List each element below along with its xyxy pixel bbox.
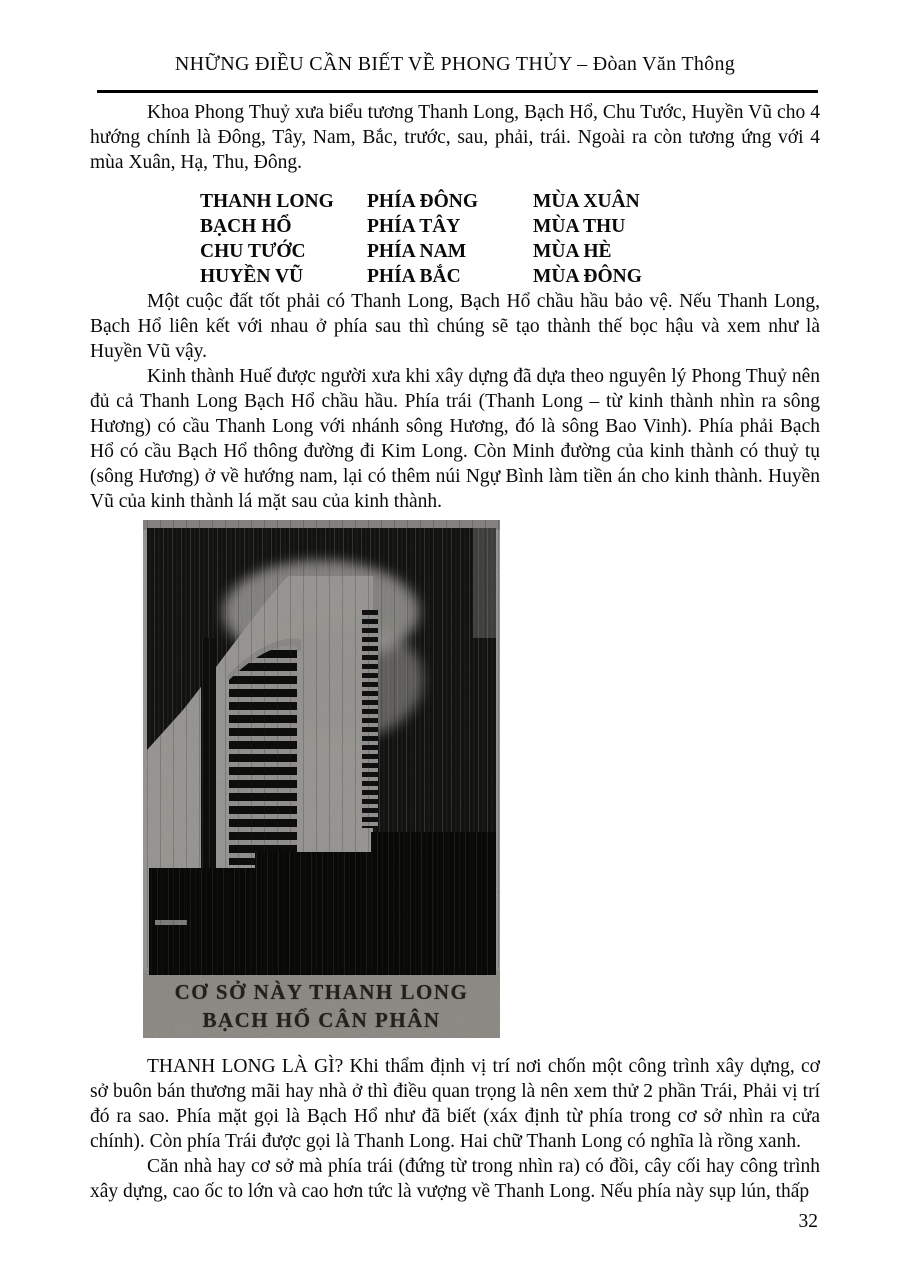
table-row [200,214,820,239]
table-cell-season: MÙA XUÂN [533,191,640,212]
table-cell-season: MÙA THU [533,216,626,237]
paragraph-thanh-long-definition: THANH LONG LÀ GÌ? Khi thẩm định vị trí nơi chốn một công trình xây dựng, cơ sở buôn bán thương mãi hay nhà ở thì điều quan trọng là nên xem thử 2 phần Trái, Phải vị trí đó ra sao. Phía mặt gọi là Bạch Hổ như đã biết (xáx định từ phía trong cơ sở nhìn ra cửa chính). Còn phía Trái được gọi là Thanh Long. Hai chữ Thanh Long có nghĩa là rồng xanh. [90,1056,820,1152]
table-cell-season: MÙA HÈ [533,241,612,262]
table-row [200,189,820,214]
header-divider-rule [97,90,818,93]
table-cell-symbol: BẠCH HỔ [200,216,292,237]
table-cell-direction: PHÍA ĐÔNG [367,191,479,212]
photo-caption-line-2: BẠCH HỔ CÂN PHÂN [202,1008,441,1032]
page-number: 32 [798,1211,818,1232]
table-cell-symbol: THANH LONG [200,191,334,212]
table-cell-direction: PHÍA TÂY [367,216,461,237]
table-cell-symbol: CHU TƯỚC [200,241,306,262]
table-cell-direction: PHÍA BẮC [367,266,461,287]
building-photo-image [143,520,500,1038]
paragraph-left-side-prosperity: Căn nhà hay cơ sở mà phía trái (đứng từ trong nhìn ra) có đồi, cây cối hay công trình xây dựng, cao ốc to lớn và cao hơn tức là vượng về Thanh Long. Nếu phía này sụp lún, thấp [90,1156,820,1202]
photo-caption-line-1: CƠ SỞ NÀY THANH LONG [174,980,469,1004]
paragraph-hue-citadel: Kinh thành Huế được người xưa khi xây dựng đã dựa theo nguyên lý Phong Thuỷ nên đủ cả Thanh Long Bạch Hổ chầu hầu. Phía trái (Thanh Long – từ kinh thành nhìn ra sông Hương) có cầu Thanh Long với nhánh sông Hương, đó là sông Bao Vinh). Phía phải Bạch Hổ có cầu Bạch Hổ thông đường đi Kim Long. Còn Minh đường của kinh thành có thuỷ tụ (sông Hương) ở về hướng nam, lại có thêm núi Ngự Bình làm tiền án cho kinh thành. Huyền Vũ của kinh thành lá mặt sau của kinh thành. [90,366,820,512]
table-cell-symbol: HUYỀN VŨ [200,266,304,287]
correspondence-table [200,189,820,289]
page-content [90,52,820,1204]
running-header-title: NHỮNG ĐIỀU CẦN BIẾT VỀ PHONG THỦY – Đòan Văn Thông [174,53,736,75]
table-row [200,264,820,289]
table-cell-direction: PHÍA NAM [367,241,467,262]
table-row [200,239,820,264]
paragraph-good-plot: Một cuộc đất tốt phải có Thanh Long, Bạch Hổ chầu hầu bảo vệ. Nếu Thanh Long, Bạch Hổ liên kết với nhau ở phía sau thì chúng sẽ tạo thành thế bọc hậu và xem như là Huyền Vũ vậy. [90,291,820,362]
paragraph-intro-four-symbols: Khoa Phong Thuỷ xưa biểu tương Thanh Long, Bạch Hổ, Chu Tước, Huyền Vũ cho 4 hướng chính là Đông, Tây, Nam, Bắc, trước, sau, phải, trái. Ngoài ra còn tương ứng với 4 mùa Xuân, Hạ, Thu, Đông. [90,102,820,173]
photo-caption [143,978,500,1034]
building-photo-figure [143,520,500,1038]
table-cell-season: MÙA ĐÔNG [533,266,642,287]
